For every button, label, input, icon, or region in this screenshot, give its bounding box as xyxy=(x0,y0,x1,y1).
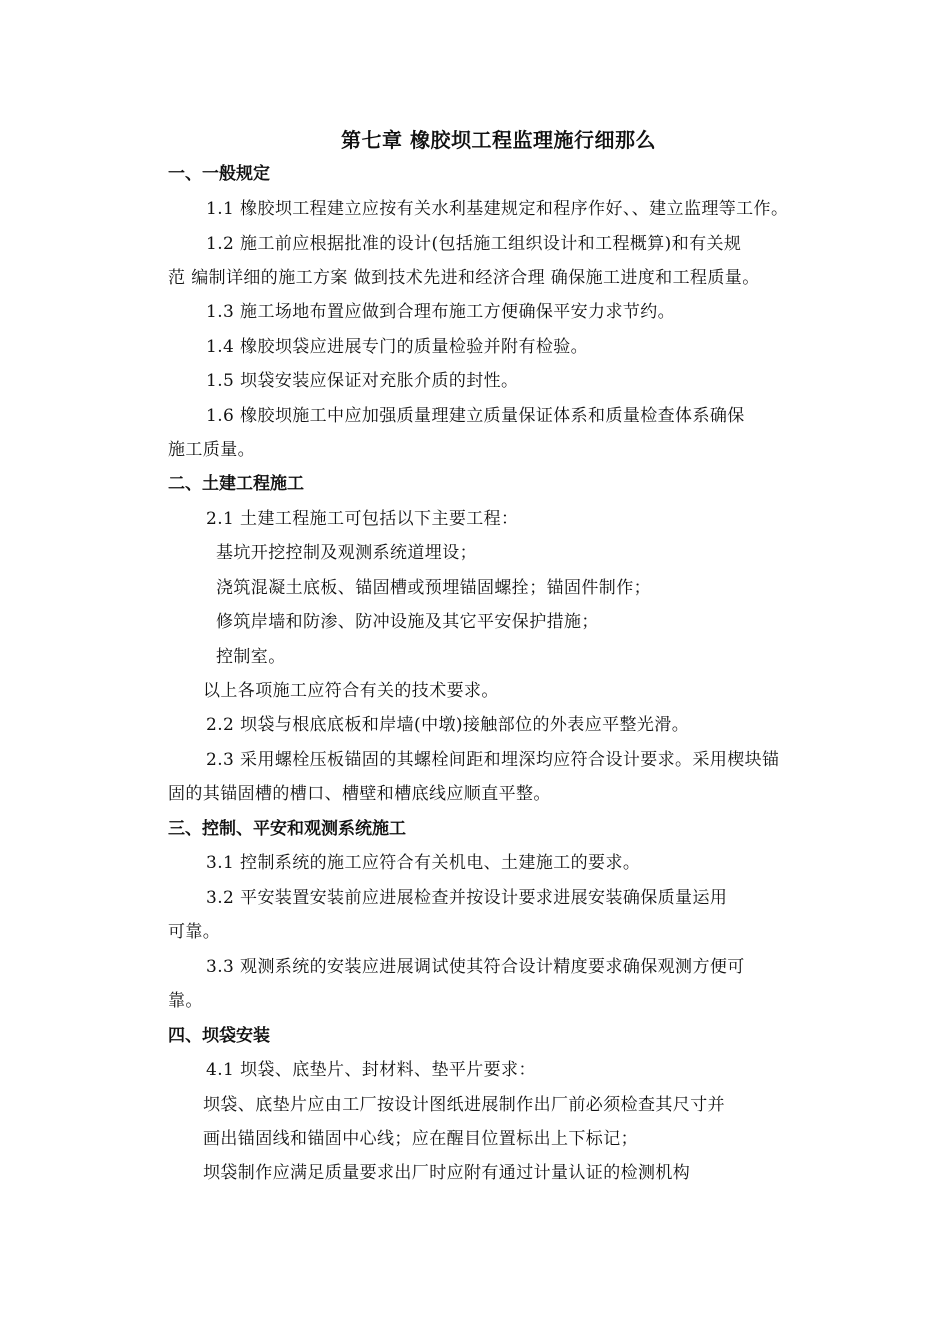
paragraph-line: 1.3 施工场地布置应做到合理布施工方便确保平安力求节约。 xyxy=(206,302,676,322)
paragraph-line: 坝袋制作应满足质量要求出厂时应附有通过计量认证的检测机构 xyxy=(203,1163,691,1183)
paragraph-line: 固的其锚固槽的槽口、槽壁和槽底线应顺直平整。 xyxy=(168,784,551,804)
paragraph-line: 范 编制详细的施工方案 做到技术先进和经济合理 确保施工进度和工程质量。 xyxy=(168,268,760,288)
paragraph-line: 3.2 平安装置安装前应进展检查并按设计要求进展安装确保质量运用 xyxy=(206,888,728,908)
paragraph-line: 坝袋、底垫片应由工厂按设计图纸进展制作出厂前必须检查其尺寸并 xyxy=(203,1095,725,1115)
paragraph-line: 1.4 橡胶坝袋应进展专门的质量检验并附有检验。 xyxy=(206,337,589,357)
section-heading-1: 一、一般规定 xyxy=(168,164,270,184)
paragraph-line: 浇筑混凝土底板、锚固槽或预埋锚固螺拴；锚固件制作； xyxy=(216,578,651,598)
paragraph-line: 1.2 施工前应根据批准的设计(包括施工组织设计和工程概算)和有关规 xyxy=(206,234,742,254)
paragraph-line: 基坑开挖控制及观测系统道埋设； xyxy=(216,543,477,563)
section-heading-2: 二、土建工程施工 xyxy=(168,474,304,494)
paragraph-line: 靠。 xyxy=(168,991,203,1011)
paragraph-line: 施工质量。 xyxy=(168,440,255,460)
paragraph-line: 3.1 控制系统的施工应符合有关机电、土建施工的要求。 xyxy=(206,853,641,873)
paragraph-line: 1.5 坝袋安装应保证对充胀介质的封性。 xyxy=(206,371,519,391)
section-heading-4: 四、坝袋安装 xyxy=(168,1026,270,1046)
paragraph-line: 1.1 橡胶坝工程建立应按有关水利基建规定和程序作好、、建立监理等工作。 xyxy=(206,199,789,219)
paragraph-line: 可靠。 xyxy=(168,922,221,942)
paragraph-line: 以上各项施工应符合有关的技术要求。 xyxy=(203,681,499,701)
paragraph-line: 2.3 采用螺栓压板锚固的其螺栓间距和埋深均应符合设计要求。采用楔块锚 xyxy=(206,750,780,770)
paragraph-line: 修筑岸墙和防渗、防冲设施及其它平安保护措施； xyxy=(216,612,599,632)
page-title: 第七章 橡胶坝工程监理施行细那么 xyxy=(341,128,656,152)
paragraph-line: 1.6 橡胶坝施工中应加强质量理建立质量保证体系和质量检查体系确保 xyxy=(206,406,745,426)
paragraph-line: 4.1 坝袋、底垫片、封材料、垫平片要求： xyxy=(206,1060,536,1080)
paragraph-line: 画出锚固线和锚固中心线；应在醒目位置标出上下标记； xyxy=(203,1129,638,1149)
paragraph-line: 3.3 观测系统的安装应进展调试使其符合设计精度要求确保观测方便可 xyxy=(206,957,745,977)
section-heading-3: 三、控制、平安和观测系统施工 xyxy=(168,819,406,839)
paragraph-line: 2.1 土建工程施工可包括以下主要工程： xyxy=(206,509,519,529)
paragraph-line: 2.2 坝袋与根底底板和岸墙(中墩)接触部位的外表应平整光滑。 xyxy=(206,715,690,735)
paragraph-line: 控制室。 xyxy=(216,647,286,667)
